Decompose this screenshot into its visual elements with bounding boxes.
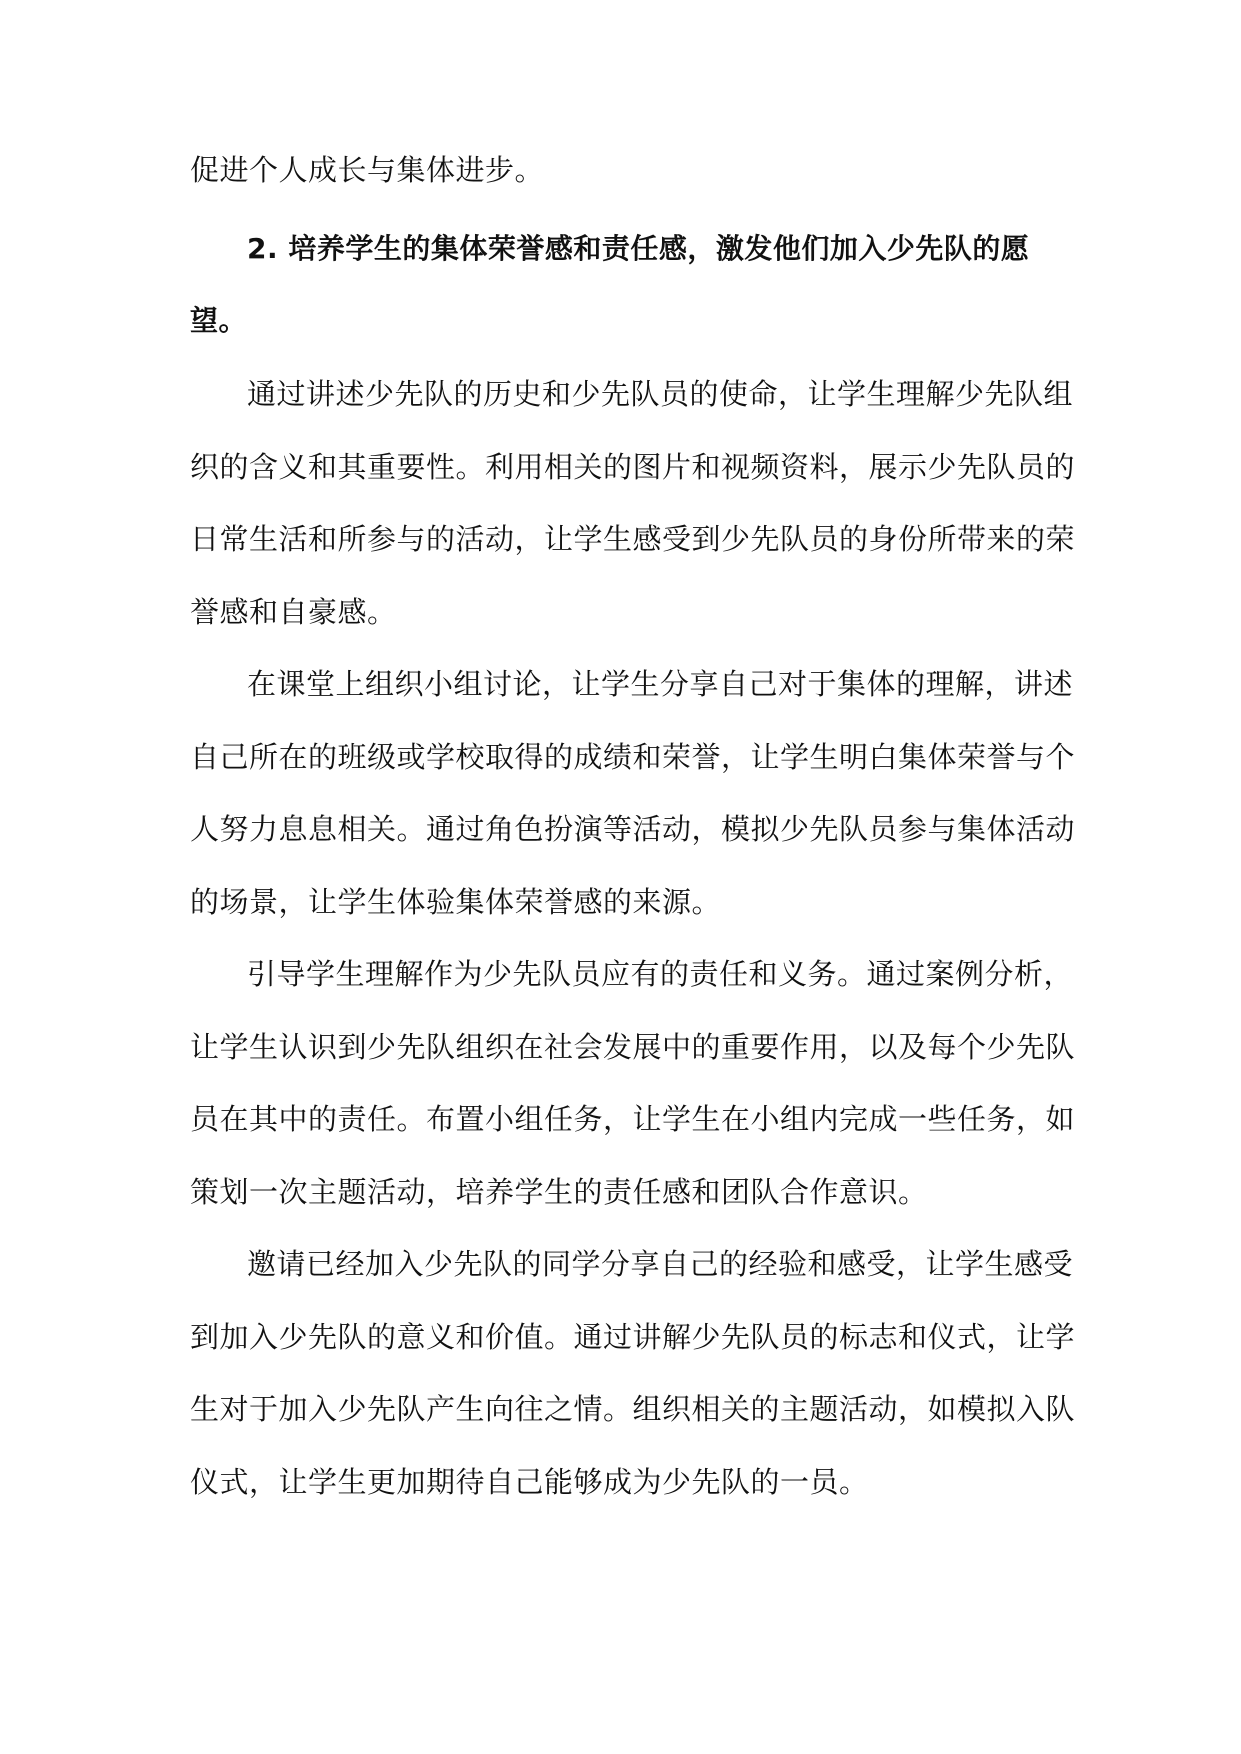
paragraph-line: 促进个人成长与集体进步。 — [190, 153, 545, 187]
paragraph-line: 引导学生理解作为少先队员应有的责任和义务。通过案例分析， — [247, 957, 1074, 991]
paragraph-line: 让学生认识到少先队组织在社会发展中的重要作用，以及每个少先队 — [190, 1030, 1076, 1064]
paragraph-line: 在课堂上组织小组讨论，让学生分享自己对于集体的理解，讲述 — [247, 667, 1074, 701]
paragraph-line: 邀请已经加入少先队的同学分享自己的经验和感受，让学生感受 — [247, 1247, 1074, 1281]
paragraph-line: 日常生活和所参与的活动，让学生感受到少先队员的身份所带来的荣 — [190, 522, 1076, 556]
paragraph-line: 策划一次主题活动，培养学生的责任感和团队合作意识。 — [190, 1175, 928, 1209]
section-heading: 2. 培养学生的集体荣誉感和责任感，激发他们加入少先队的愿 — [247, 232, 1030, 265]
paragraph-line: 的场景，让学生体验集体荣誉感的来源。 — [190, 885, 722, 919]
paragraph-line: 誉感和自豪感。 — [190, 595, 397, 629]
paragraph-line: 自己所在的班级或学校取得的成绩和荣誉，让学生明白集体荣誉与个 — [190, 740, 1076, 774]
paragraph-line: 仪式，让学生更加期待自己能够成为少先队的一员。 — [190, 1465, 869, 1499]
paragraph-line: 人努力息息相关。通过角色扮演等活动，模拟少先队员参与集体活动 — [190, 812, 1076, 846]
paragraph-line: 到加入少先队的意义和价值。通过讲解少先队员的标志和仪式，让学 — [190, 1320, 1076, 1354]
paragraph-line: 织的含义和其重要性。利用相关的图片和视频资料，展示少先队员的 — [190, 450, 1076, 484]
paragraph-line: 通过讲述少先队的历史和少先队员的使命，让学生理解少先队组 — [247, 377, 1074, 411]
paragraph-line: 员在其中的责任。布置小组任务，让学生在小组内完成一些任务，如 — [190, 1102, 1076, 1136]
paragraph-line: 生对于加入少先队产生向往之情。组织相关的主题活动，如模拟入队 — [190, 1392, 1076, 1426]
section-heading-continued: 望。 — [190, 304, 248, 337]
